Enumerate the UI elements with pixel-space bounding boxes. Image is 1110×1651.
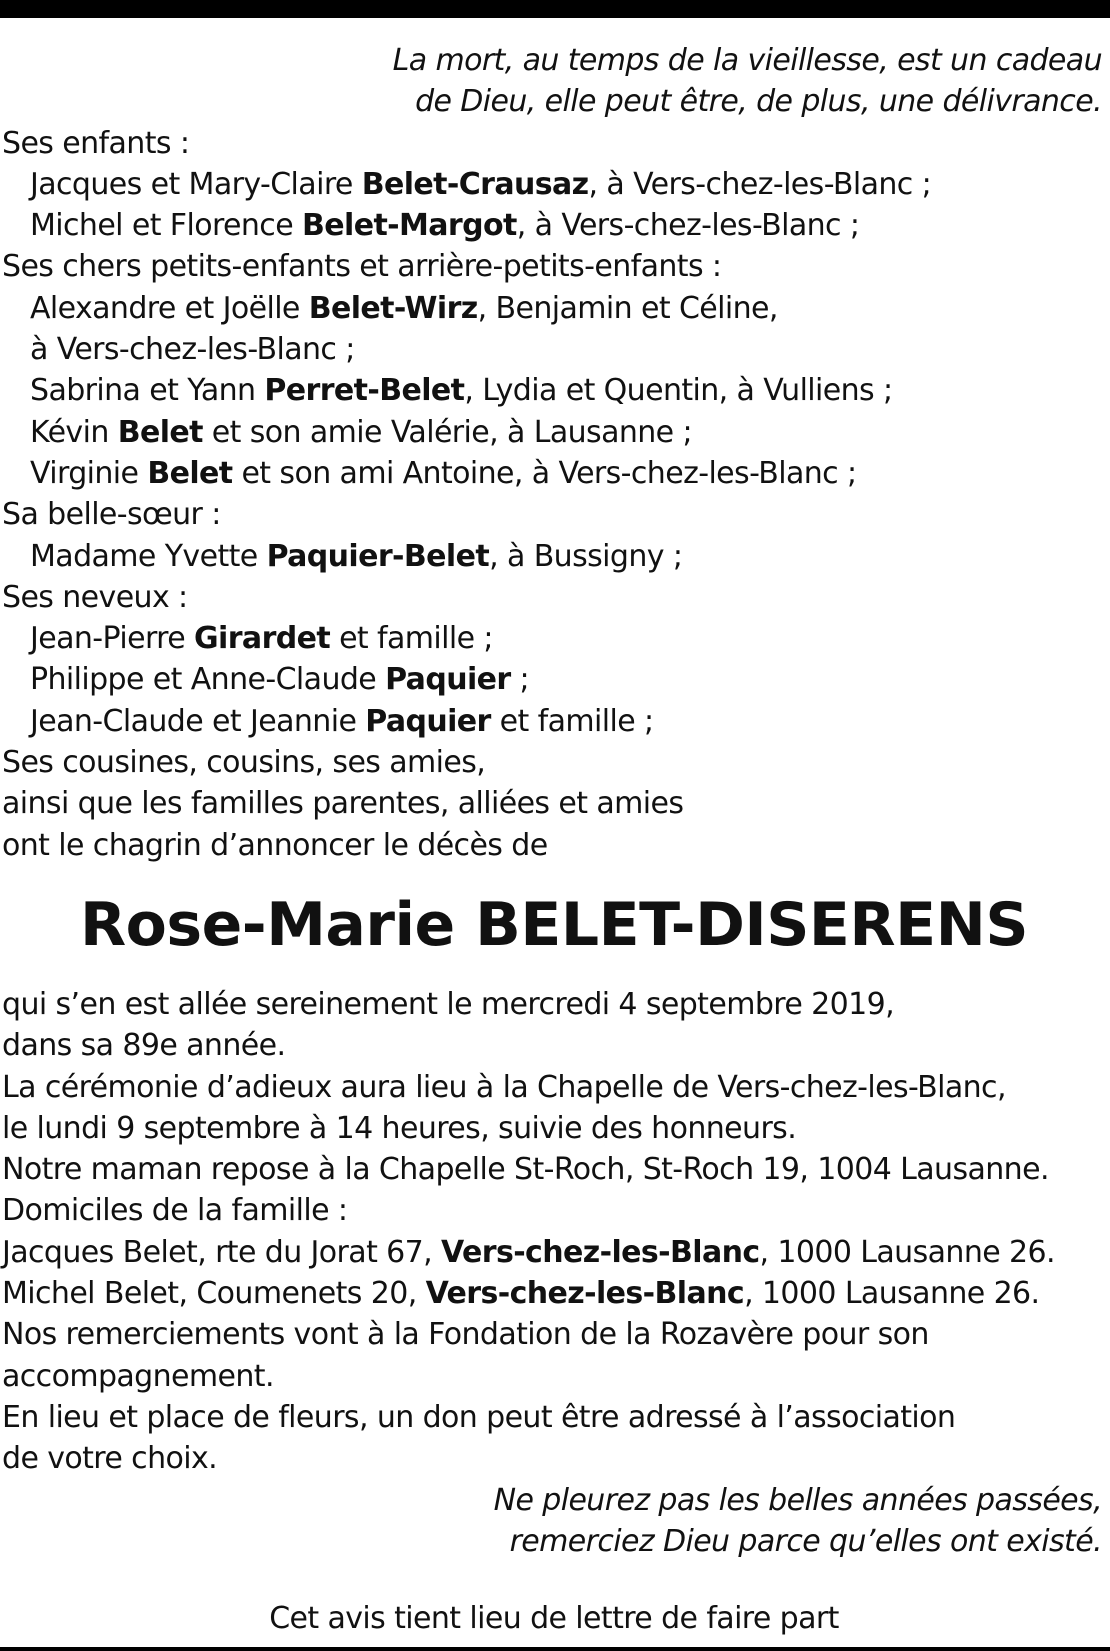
text-segment: , 1000 Lausanne 26. xyxy=(759,1234,1055,1270)
text-segment: et famille ; xyxy=(330,621,493,657)
family-name: Vers-chez-les-Blanc xyxy=(425,1276,745,1312)
text-line xyxy=(2,1067,1106,1108)
text-line xyxy=(2,1149,1106,1190)
text-segment: , Lydia et Quentin, à Vulliens ; xyxy=(464,373,893,409)
obituary-notice xyxy=(2,40,1106,1639)
text-segment: Ses cousines, cousins, ses amies, xyxy=(2,745,486,781)
text-segment: La cérémonie d’adieux aura lieu à la Chapelle de Vers-chez-les-Blanc, xyxy=(2,1069,1006,1105)
text-segment: et famille ; xyxy=(490,703,654,739)
notice-details xyxy=(2,984,1106,1480)
text-segment: , Benjamin et Céline, xyxy=(477,290,778,326)
text-segment: ainsi que les familles parentes, alliées et amies xyxy=(2,786,684,822)
text-segment: En lieu et place de fleurs, un don peut être adressé à l’association xyxy=(2,1399,956,1435)
footer-note: Cet avis tient lieu de lettre de faire part xyxy=(269,1601,839,1637)
text-segment: Madame Yvette xyxy=(30,538,267,574)
family-name: Belet xyxy=(117,414,203,450)
text-line xyxy=(2,825,1106,866)
text-segment: Alexandre et Joëlle xyxy=(30,290,309,326)
text-line xyxy=(2,412,1106,453)
text-segment: de votre choix. xyxy=(2,1441,218,1477)
text-segment: dans sa 89e année. xyxy=(2,1028,286,1064)
text-segment: , à Vers-chez-les-Blanc ; xyxy=(516,208,860,244)
text-line xyxy=(2,370,1106,411)
text-line xyxy=(2,1190,1106,1231)
text-segment: , à Vers-chez-les-Blanc ; xyxy=(588,166,932,202)
text-line xyxy=(2,164,1106,205)
text-line xyxy=(2,329,1106,370)
text-segment: le lundi 9 septembre à 14 heures, suivie des honneurs. xyxy=(2,1110,797,1146)
family-name: Paquier xyxy=(365,703,491,739)
text-segment: Michel Belet, Coumenets 20, xyxy=(2,1276,426,1312)
text-segment: , à Bussigny ; xyxy=(489,538,683,574)
text-line xyxy=(2,1314,1106,1355)
text-line xyxy=(2,246,1106,287)
text-segment: Jean-Claude et Jeannie xyxy=(30,703,366,739)
family-name: Belet xyxy=(147,455,233,491)
text-line xyxy=(2,205,1106,246)
deceased-name: Rose-Marie BELET-DISERENS xyxy=(79,889,1029,960)
text-segment: ont le chagrin d’annoncer le décès de xyxy=(2,827,548,863)
text-line xyxy=(2,1232,1106,1273)
text-segment: Philippe et Anne-Claude xyxy=(30,662,386,698)
text-segment: Virginie xyxy=(30,455,148,491)
family-name: Belet-Margot xyxy=(302,208,517,244)
top-rule xyxy=(0,0,1110,18)
text-line xyxy=(2,577,1106,618)
text-line xyxy=(2,123,1106,164)
text-segment: Sabrina et Yann xyxy=(30,373,265,409)
text-segment: ; xyxy=(510,662,530,698)
text-segment: à Vers-chez-les-Blanc ; xyxy=(30,332,355,368)
quote-line: La mort, au temps de la vieillesse, est un cadeau xyxy=(392,43,1102,78)
text-segment: Ses neveux : xyxy=(2,579,188,615)
text-line xyxy=(2,494,1106,535)
text-segment: qui s’en est allée sereinement le mercredi 4 septembre 2019, xyxy=(2,986,895,1022)
text-segment: Domiciles de la famille : xyxy=(2,1193,348,1229)
quote-line: remerciez Dieu parce qu’elles ont existé. xyxy=(509,1523,1102,1559)
text-line xyxy=(2,984,1106,1025)
family-name: Vers-chez-les-Blanc xyxy=(441,1234,760,1270)
text-segment: Michel et Florence xyxy=(30,208,302,244)
closing-quote xyxy=(2,1480,1106,1563)
text-line xyxy=(2,288,1106,329)
spacer xyxy=(2,1562,1106,1598)
text-segment: Ses chers petits-enfants et arrière-petits-enfants : xyxy=(2,249,722,285)
family-list xyxy=(2,123,1106,866)
quote-line: de Dieu, elle peut être, de plus, une délivrance. xyxy=(415,84,1102,120)
text-line xyxy=(2,659,1106,700)
text-segment: Jacques et Mary-Claire xyxy=(30,166,362,202)
text-line xyxy=(2,742,1106,783)
family-name: Belet-Crausaz xyxy=(361,166,589,202)
text-segment: et son ami Antoine, à Vers-chez-les-Blanc ; xyxy=(232,455,857,491)
family-name: Paquier-Belet xyxy=(266,538,490,574)
text-line xyxy=(2,1438,1106,1479)
text-segment: Sa belle-sœur : xyxy=(2,497,221,533)
text-segment: Kévin xyxy=(30,414,118,450)
bottom-rule xyxy=(0,1647,1110,1651)
text-line xyxy=(2,1273,1106,1314)
family-name: Paquier xyxy=(385,662,511,698)
quote-line: Ne pleurez pas les belles années passées, xyxy=(493,1482,1102,1518)
text-segment: Nos remerciements vont à la Fondation de la Rozavère pour son xyxy=(2,1317,929,1353)
family-name: Girardet xyxy=(194,621,331,657)
text-segment: Jacques Belet, rte du Jorat 67, xyxy=(2,1234,442,1270)
text-line xyxy=(2,1025,1106,1066)
text-segment: Notre maman repose à la Chapelle St-Roch, St-Roch 19, 1004 Lausanne. xyxy=(2,1152,1049,1188)
text-line xyxy=(2,1108,1106,1149)
text-segment: Ses enfants : xyxy=(2,125,190,161)
family-name: Perret-Belet xyxy=(264,373,465,409)
opening-quote xyxy=(2,40,1106,123)
text-line xyxy=(2,1356,1106,1397)
text-segment: , 1000 Lausanne 26. xyxy=(744,1276,1040,1312)
family-name: Belet-Wirz xyxy=(308,290,478,326)
text-line xyxy=(2,1397,1106,1438)
text-line xyxy=(2,701,1106,742)
text-segment: Jean-Pierre xyxy=(30,621,195,657)
text-segment: accompagnement. xyxy=(2,1358,274,1394)
text-line xyxy=(2,536,1106,577)
text-line xyxy=(2,453,1106,494)
text-line xyxy=(2,618,1106,659)
text-line xyxy=(2,783,1106,824)
text-segment: et son amie Valérie, à Lausanne ; xyxy=(202,414,692,450)
